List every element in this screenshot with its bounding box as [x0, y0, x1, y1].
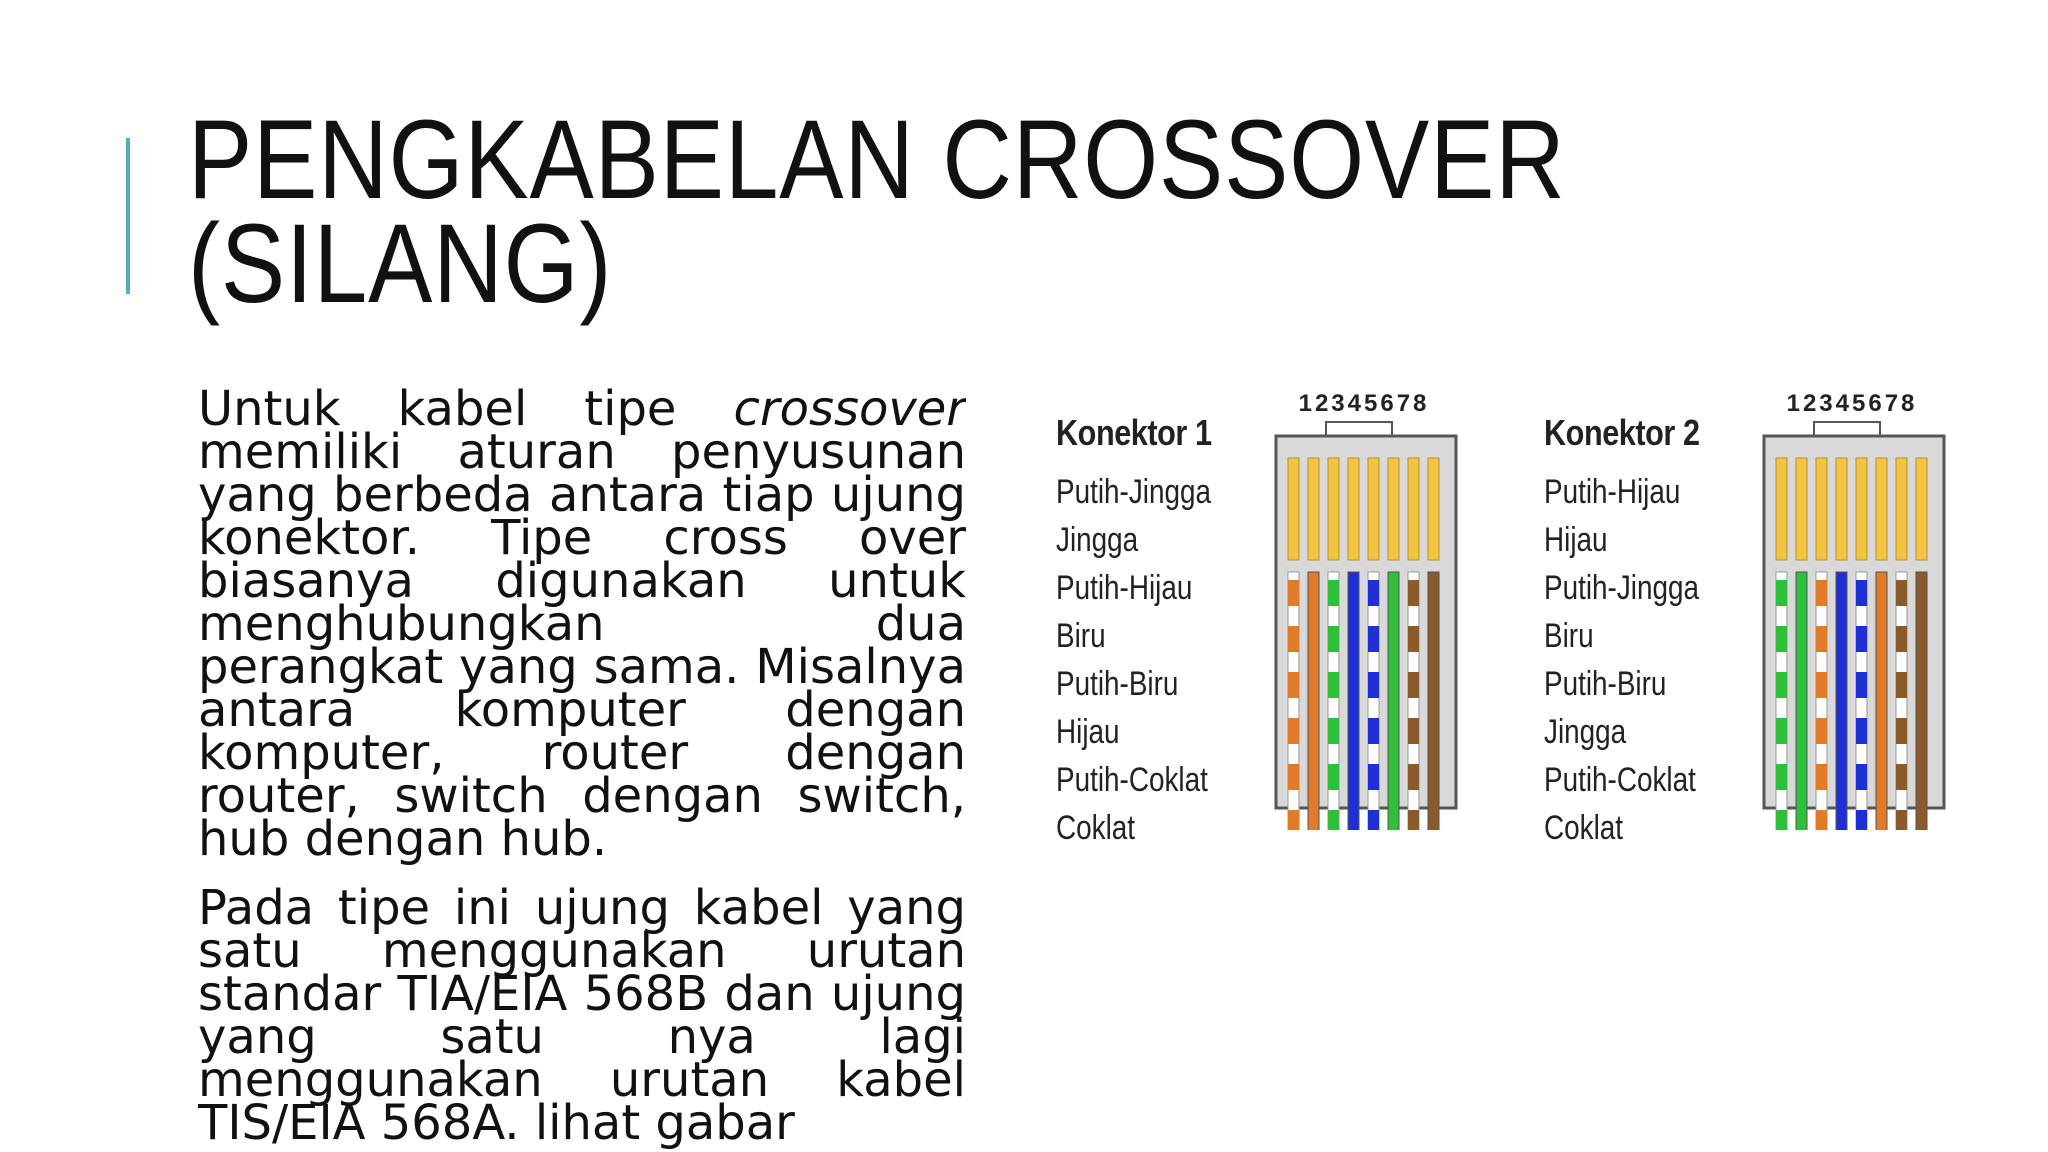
konektor-1-wire-3-stripe: [1328, 764, 1339, 790]
konektor-2-wire-5-stripe: [1856, 810, 1867, 830]
konektor-1-wire-3-stripe: [1328, 718, 1339, 744]
konektor-1-wire-1-stripe: [1288, 764, 1299, 790]
konektor-2-wire-7-stripe: [1896, 810, 1907, 830]
konektor-1-pin-5: [1368, 458, 1379, 560]
konektor-1-plug-drawing: [1264, 390, 1464, 830]
konektor-2-pin-4: [1836, 458, 1847, 560]
konektor-2: [1528, 370, 1978, 870]
konektor-1-wire-1-stripe: [1288, 810, 1299, 830]
konektor-2-heading: Konektor 2: [1544, 412, 1700, 453]
konektor-1-wire-7-stripe: [1408, 626, 1419, 652]
konektor-1-wire-5-stripe: [1368, 810, 1379, 830]
konektor-1-pin-8: [1428, 458, 1439, 560]
konektor-1-label: Biru: [1056, 617, 1106, 655]
konektor-2-wire-3-stripe: [1816, 580, 1827, 606]
konektor-1-wire-1-stripe: [1288, 718, 1299, 744]
konektor-1-label: Putih-Coklat: [1056, 761, 1208, 799]
konektor-2-pin-3: [1816, 458, 1827, 560]
konektor-2-wire-6: [1876, 572, 1887, 830]
konektor-1-wire-5: [1368, 572, 1379, 830]
crossover-term: crossover: [733, 388, 966, 437]
konektor-2-pin-1: [1776, 458, 1787, 560]
konektor-2-wire-5-stripe: [1856, 764, 1867, 790]
konektor-2-latch-tab: [1814, 422, 1880, 436]
konektor-2-label: Coklat: [1544, 809, 1624, 847]
konektor-2-wire-3-stripe: [1816, 718, 1827, 744]
konektor-1-wire-4: [1348, 572, 1359, 830]
konektor-2-wire-3-stripe: [1816, 810, 1827, 830]
konektor-1-wire-3-stripe: [1328, 580, 1339, 606]
konektor-2-wire-3-stripe: [1816, 764, 1827, 790]
konektor-2-wire-1-stripe: [1776, 580, 1787, 606]
crossover-wiring-diagram: [1040, 370, 1960, 870]
paragraph-1: [198, 388, 966, 867]
konektor-2-wire-2: [1796, 572, 1807, 830]
konektor-2-wire-7: [1896, 572, 1907, 830]
konektor-2-wire-5-stripe: [1856, 580, 1867, 606]
konektor-2-label: Jingga: [1544, 713, 1627, 751]
konektor-2-plug-drawing: [1752, 390, 1952, 830]
konektor-2-wire-8: [1916, 572, 1927, 830]
konektor-2-wire-1-stripe: [1776, 764, 1787, 790]
konektor-1-wire-5-stripe: [1368, 626, 1379, 652]
konektor-1-pin-1: [1288, 458, 1299, 560]
konektor-2-wire-1-stripe: [1776, 810, 1787, 830]
konektor-1-wire-labels: [1056, 468, 1245, 852]
konektor-2-pin-2: [1796, 458, 1807, 560]
konektor-2-wire-labels: [1544, 468, 1733, 852]
konektor-1-pin-6: [1388, 458, 1399, 560]
konektor-2-wire-3: [1816, 572, 1827, 830]
konektor-1-wire-1: [1288, 572, 1299, 830]
konektor-2-wire-1-stripe: [1776, 718, 1787, 744]
konektor-1: [1040, 370, 1490, 870]
konektor-2-pin-numbers: 12345678: [1786, 390, 1918, 417]
konektor-1-latch-tab: [1326, 422, 1392, 436]
konektor-2-label: Hijau: [1544, 521, 1608, 559]
body-text: [198, 388, 966, 1152]
konektor-1-wire-3-stripe: [1328, 810, 1339, 830]
konektor-2-label: Putih-Jingga: [1544, 569, 1699, 607]
konektor-1-label: Hijau: [1056, 713, 1120, 751]
konektor-1-pin-4: [1348, 458, 1359, 560]
konektor-1-wire-5-stripe: [1368, 672, 1379, 698]
slide-title-line1: PENGKABELAN CROSSOVER: [188, 97, 1566, 222]
konektor-1-heading: Konektor 1: [1056, 412, 1212, 453]
konektor-1-wire-6: [1388, 572, 1399, 830]
konektor-2-wire-7-stripe: [1896, 626, 1907, 652]
konektor-2-wire-4: [1836, 572, 1847, 830]
konektor-1-pin-2: [1308, 458, 1319, 560]
konektor-2-wire-5-stripe: [1856, 718, 1867, 744]
konektor-1-pin-3: [1328, 458, 1339, 560]
konektor-1-pin-7: [1408, 458, 1419, 560]
konektor-2-wire-7-stripe: [1896, 672, 1907, 698]
konektor-1-wire-5-stripe: [1368, 764, 1379, 790]
konektor-2-plug: [1752, 390, 1952, 830]
konektor-1-wire-1-stripe: [1288, 580, 1299, 606]
konektor-1-wire-1-stripe: [1288, 626, 1299, 652]
konektor-1-wire-2: [1308, 572, 1319, 830]
konektor-1-wire-5-stripe: [1368, 580, 1379, 606]
konektor-1-label: Coklat: [1056, 809, 1136, 847]
konektor-2-wire-1: [1776, 572, 1787, 830]
konektor-2-wire-5-stripe: [1856, 672, 1867, 698]
konektor-1-wire-3-stripe: [1328, 672, 1339, 698]
paragraph-1-rest: memiliki aturan penyusunan yang berbeda antara tiap ujung konektor. Tipe cross over biasanya digunakan untuk menghubungkan dua perangkat yang sama. Misalnya antara komputer dengan komputer, router dengan router, switch dengan switch, hub dengan hub.: [198, 424, 966, 867]
konektor-1-label: Putih-Hijau: [1056, 569, 1193, 607]
konektor-1-label: Putih-Biru: [1056, 665, 1179, 703]
konektor-1-wire-3: [1328, 572, 1339, 830]
paragraph-1-start: Untuk kabel tipe: [198, 388, 734, 437]
konektor-2-wire-5-stripe: [1856, 626, 1867, 652]
konektor-1-wire-7-stripe: [1408, 672, 1419, 698]
konektor-2-pin-6: [1876, 458, 1887, 560]
konektor-1-wire-7: [1408, 572, 1419, 830]
konektor-1-plug: [1264, 390, 1464, 830]
konektor-2-pin-7: [1896, 458, 1907, 560]
konektor-2-label: Putih-Coklat: [1544, 761, 1696, 799]
konektor-1-wire-5-stripe: [1368, 718, 1379, 744]
slide-title-line2: (SILANG): [188, 201, 613, 326]
konektor-2-wire-5: [1856, 572, 1867, 830]
title-accent-bar: [126, 138, 130, 294]
konektor-2-wire-7-stripe: [1896, 764, 1907, 790]
konektor-2-pin-5: [1856, 458, 1867, 560]
slide-title: [188, 97, 1566, 326]
konektor-1-wire-7-stripe: [1408, 580, 1419, 606]
konektor-1-wire-8: [1428, 572, 1439, 830]
konektor-2-wire-3-stripe: [1816, 626, 1827, 652]
konektor-2-wire-1-stripe: [1776, 672, 1787, 698]
konektor-2-label: Putih-Hijau: [1544, 473, 1681, 511]
konektor-2-wire-1-stripe: [1776, 626, 1787, 652]
konektor-1-wire-1-stripe: [1288, 672, 1299, 698]
paragraph-2: Pada tipe ini ujung kabel yang satu menggunakan urutan standar TIA/EIA 568B dan ujung yang satu nya lagi menggunakan urutan kabel TIS/EIA 568A. lihat gabar: [198, 880, 966, 1151]
konektor-1-label: Putih-Jingga: [1056, 473, 1211, 511]
konektor-2-pin-8: [1916, 458, 1927, 560]
konektor-2-wire-3-stripe: [1816, 672, 1827, 698]
konektor-2-wire-7-stripe: [1896, 718, 1907, 744]
konektor-1-label: Jingga: [1056, 521, 1139, 559]
konektor-1-pin-numbers: 12345678: [1298, 390, 1430, 417]
konektor-2-wire-7-stripe: [1896, 580, 1907, 606]
konektor-1-wire-3-stripe: [1328, 626, 1339, 652]
konektor-2-label: Biru: [1544, 617, 1594, 655]
konektor-1-wire-7-stripe: [1408, 718, 1419, 744]
konektor-1-wire-7-stripe: [1408, 764, 1419, 790]
konektor-2-label: Putih-Biru: [1544, 665, 1667, 703]
konektor-1-wire-7-stripe: [1408, 810, 1419, 830]
